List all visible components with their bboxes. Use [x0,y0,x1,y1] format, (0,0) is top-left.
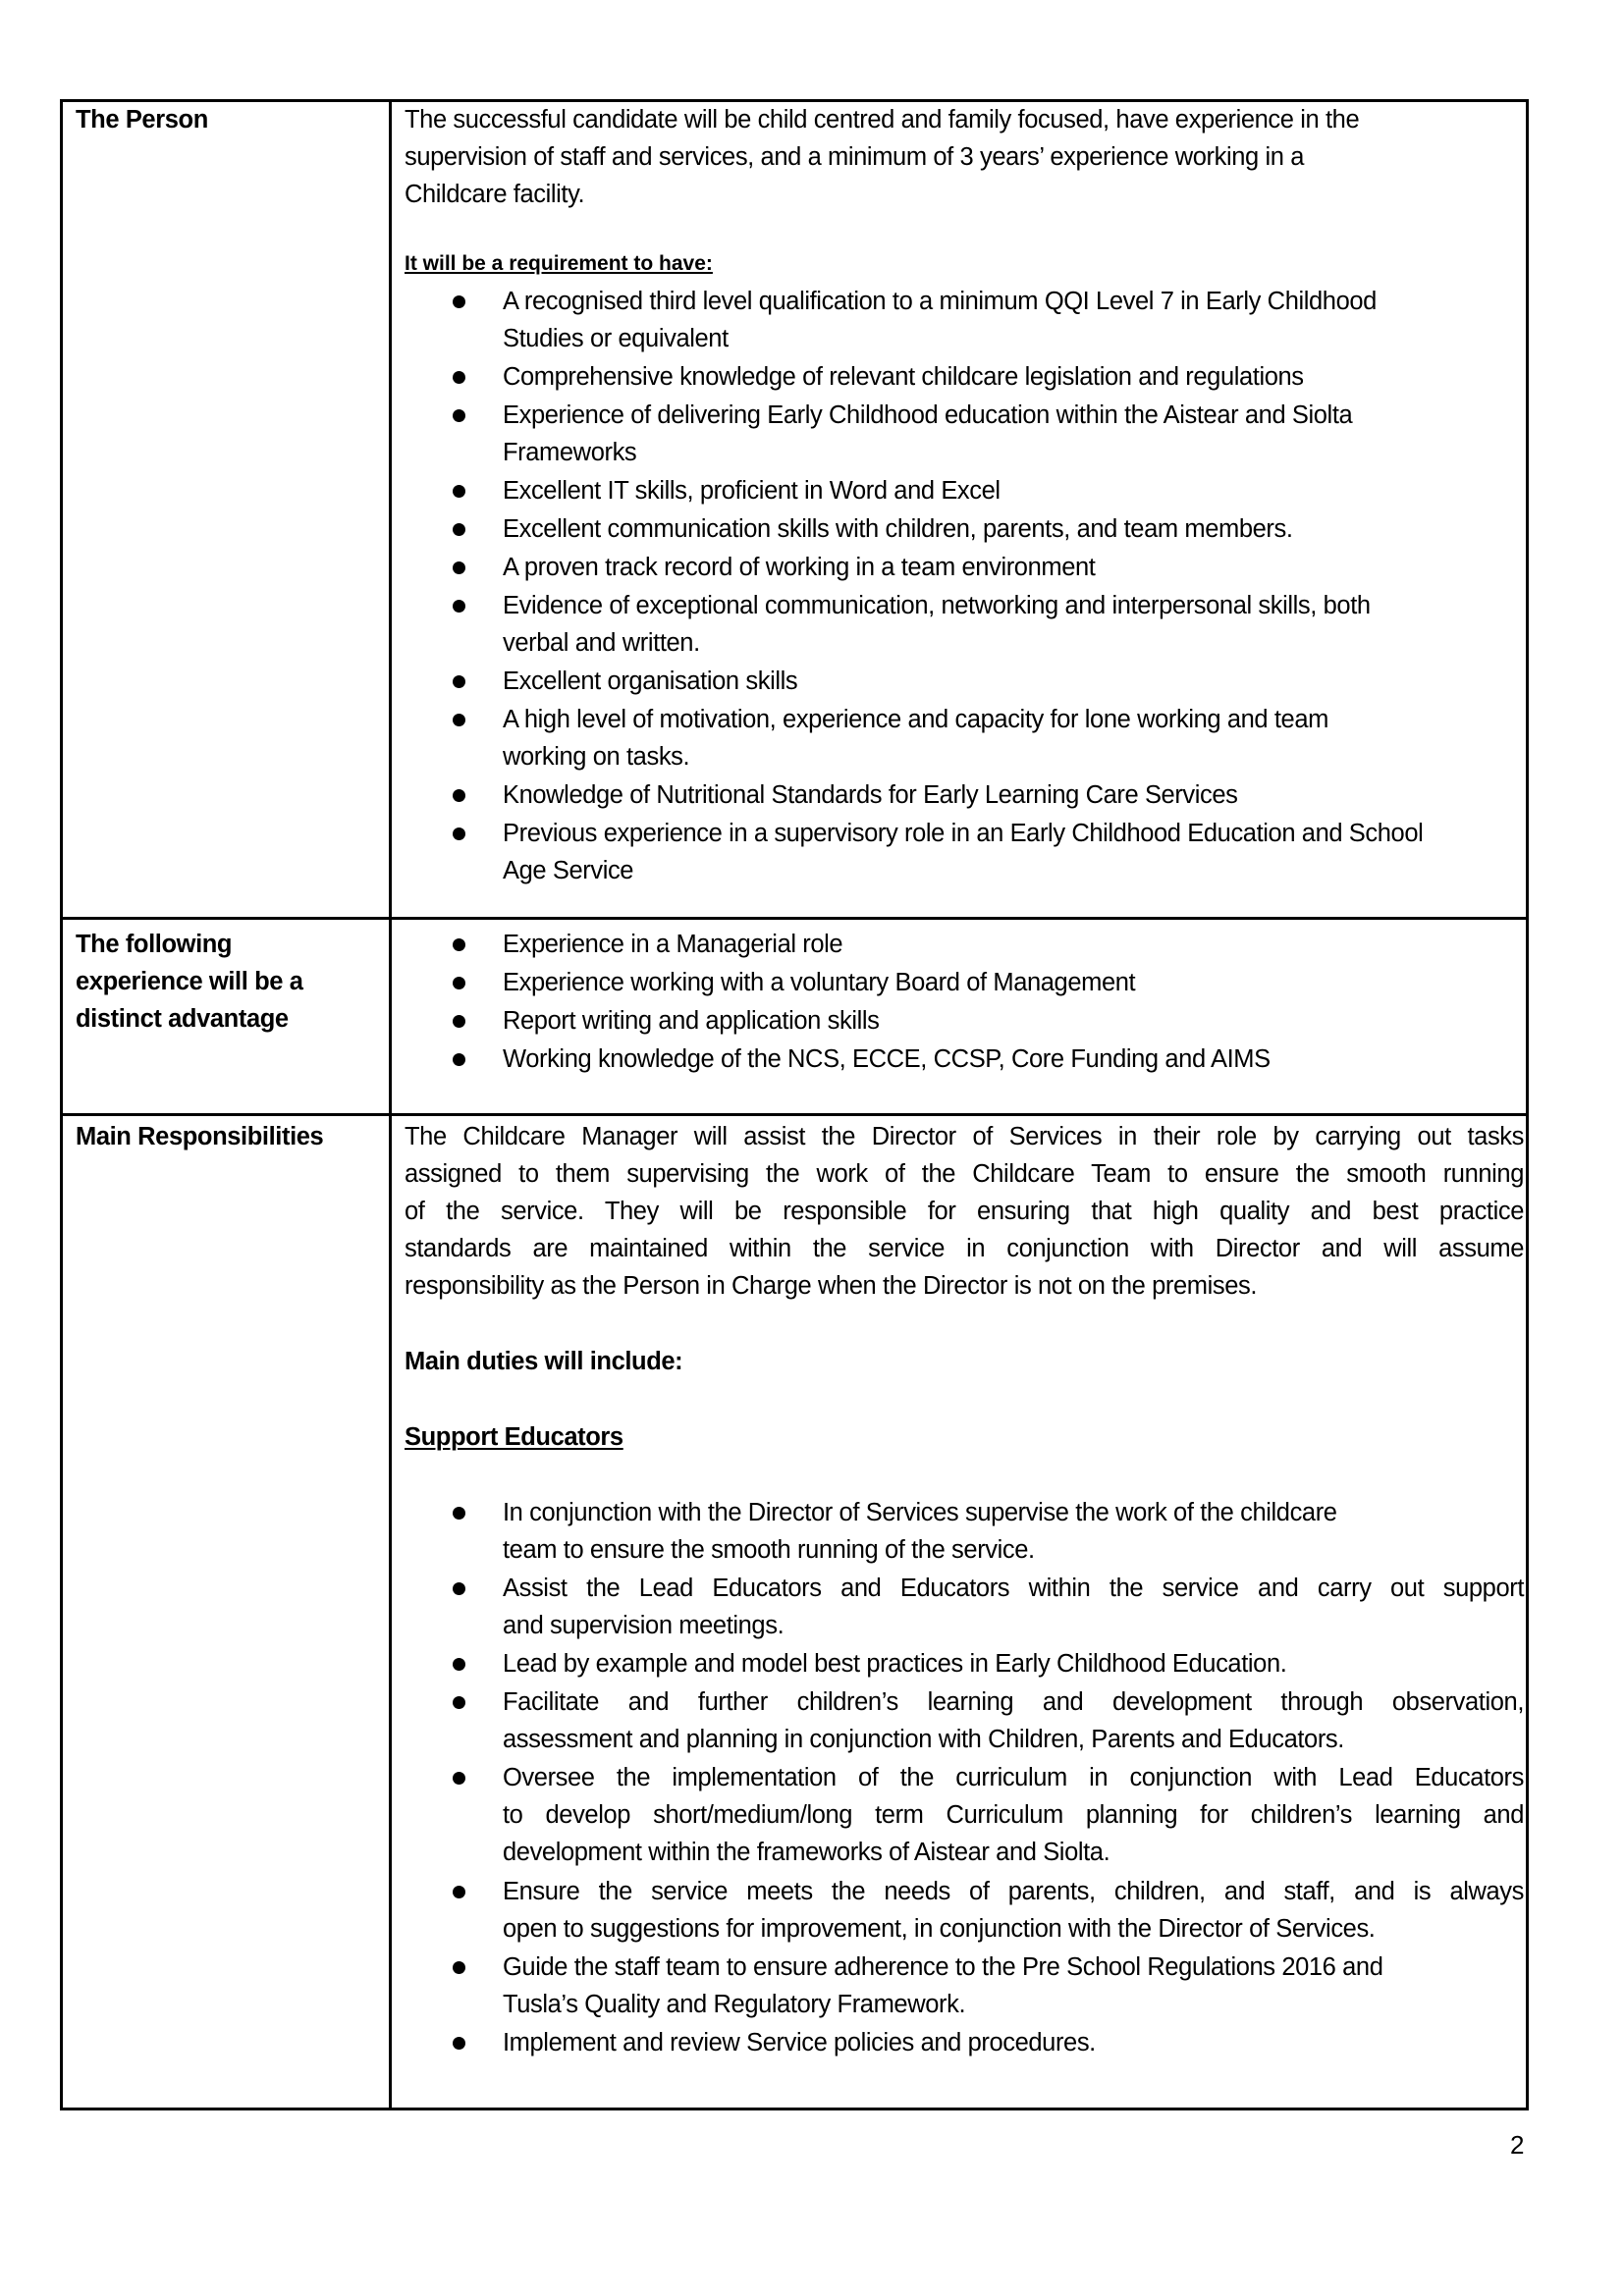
list-item-text: Age Service [503,857,634,884]
list-item-text: Evidence of exceptional communication, networking and interpersonal skills, both [503,592,1371,619]
bullet-icon [453,714,465,726]
intro-line: The successful candidate will be child centred and family focused, have experience in the [405,106,1360,133]
requirements-heading: It will be a requirement to have: [405,252,713,275]
list-item-text: Ensure the service meets the needs of parents, children, and staff, and is always [503,1878,1524,1905]
list-item-text: A high level of motivation, experience and capacity for lone working and team [503,706,1328,733]
row-label: experience will be a [76,968,303,995]
intro-line: standards are maintained within the service in conjunction with Director and will assume [405,1235,1524,1262]
list-item-text: open to suggestions for improvement, in conjunction with the Director of Services. [503,1915,1376,1943]
bullet-icon [453,977,465,989]
list-item-text: verbal and written. [503,629,700,657]
row-label: distinct advantage [76,1005,289,1033]
list-item-text: and supervision meetings. [503,1612,785,1639]
bullet-icon [453,1053,465,1066]
bullet-icon [453,1886,465,1898]
intro-line: Childcare facility. [405,181,585,208]
list-item-text: A proven track record of working in a team environment [503,554,1096,581]
list-item-text: Assist the Lead Educators and Educators within the service and carry out support [503,1575,1524,1602]
list-item-text: working on tasks. [503,743,690,771]
intro-line: The Childcare Manager will assist the Director of Services in their role by carrying out tasks [405,1123,1524,1150]
bullet-icon [453,600,465,613]
list-item-text: development within the frameworks of Aistear and Siolta. [503,1839,1110,1866]
list-item-text: Previous experience in a supervisory role in an Early Childhood Education and School [503,820,1424,847]
bullet-icon [453,1507,465,1520]
bullet-icon [453,1582,465,1595]
section-heading-support-educators: Support Educators [405,1423,623,1451]
bullet-icon [453,1658,465,1671]
list-item-text: Experience of delivering Early Childhood education within the Aistear and Siolta [503,401,1353,429]
bullet-icon [453,789,465,802]
list-item-text: Knowledge of Nutritional Standards for Early Learning Care Services [503,781,1238,809]
list-item-text: Excellent communication skills with children, parents, and team members. [503,515,1293,543]
list-item-text: to develop short/medium/long term Curriculum planning for children’s learning and [503,1801,1524,1829]
list-item-text: Experience working with a voluntary Board of Management [503,969,1136,996]
bullet-icon [453,1961,465,1974]
duties-heading: Main duties will include: [405,1348,683,1375]
page-number: 2 [1510,2130,1525,2160]
list-item-text: Excellent IT skills, proficient in Word and Excel [503,477,1001,505]
bullet-icon [453,1772,465,1785]
list-item-text: Comprehensive knowledge of relevant childcare legislation and regulations [503,363,1304,391]
list-item-text: Frameworks [503,439,637,466]
intro-line: assigned to them supervising the work of the Childcare Team to ensure the smooth running [405,1160,1524,1188]
list-item-text: Guide the staff team to ensure adherence to the Pre School Regulations 2016 and [503,1953,1383,1981]
list-item-text: assessment and planning in conjunction with Children, Parents and Educators. [503,1726,1344,1753]
column-divider [389,99,392,2110]
intro-line: responsibility as the Person in Charge when the Director is not on the premises. [405,1272,1258,1300]
list-item-text: team to ensure the smooth running of the service. [503,1536,1035,1564]
bullet-icon [453,938,465,951]
list-item-text: Tusla’s Quality and Regulatory Framework. [503,1991,966,2018]
list-item-text: Report writing and application skills [503,1007,880,1035]
list-item-text: Facilitate and further children’s learning and development through observation, [503,1688,1524,1716]
row-label: The following [76,931,233,958]
bullet-icon [453,1015,465,1028]
bullet-icon [453,828,465,840]
list-item-text: Working knowledge of the NCS, ECCE, CCSP, Core Funding and AIMS [503,1045,1271,1073]
list-item-text: Experience in a Managerial role [503,931,843,958]
list-item-text: Lead by example and model best practices in Early Childhood Education. [503,1650,1287,1678]
bullet-icon [453,485,465,498]
list-item-text: Oversee the implementation of the curriculum in conjunction with Lead Educators [503,1764,1524,1791]
row-label: Main Responsibilities [76,1123,324,1150]
row-divider [60,1113,1529,1116]
intro-line: supervision of staff and services, and a minimum of 3 years’ experience working in a [405,143,1305,171]
row-divider [60,917,1529,920]
list-item-text: Studies or equivalent [503,325,729,352]
bullet-icon [453,675,465,688]
bullet-icon [453,371,465,384]
bullet-icon [453,523,465,536]
list-item-text: A recognised third level qualification to a minimum QQI Level 7 in Early Childhood [503,288,1377,315]
bullet-icon [453,2037,465,2050]
bullet-icon [453,295,465,308]
list-item-text: In conjunction with the Director of Services supervise the work of the childcare [503,1499,1337,1526]
bullet-icon [453,561,465,574]
bullet-icon [453,409,465,422]
bullet-icon [453,1696,465,1709]
row-label: The Person [76,106,208,133]
list-item-text: Excellent organisation skills [503,667,798,695]
intro-line: of the service. They will be responsible for ensuring that high quality and best practice [405,1198,1524,1225]
list-item-text: Implement and review Service policies and procedures. [503,2029,1096,2056]
